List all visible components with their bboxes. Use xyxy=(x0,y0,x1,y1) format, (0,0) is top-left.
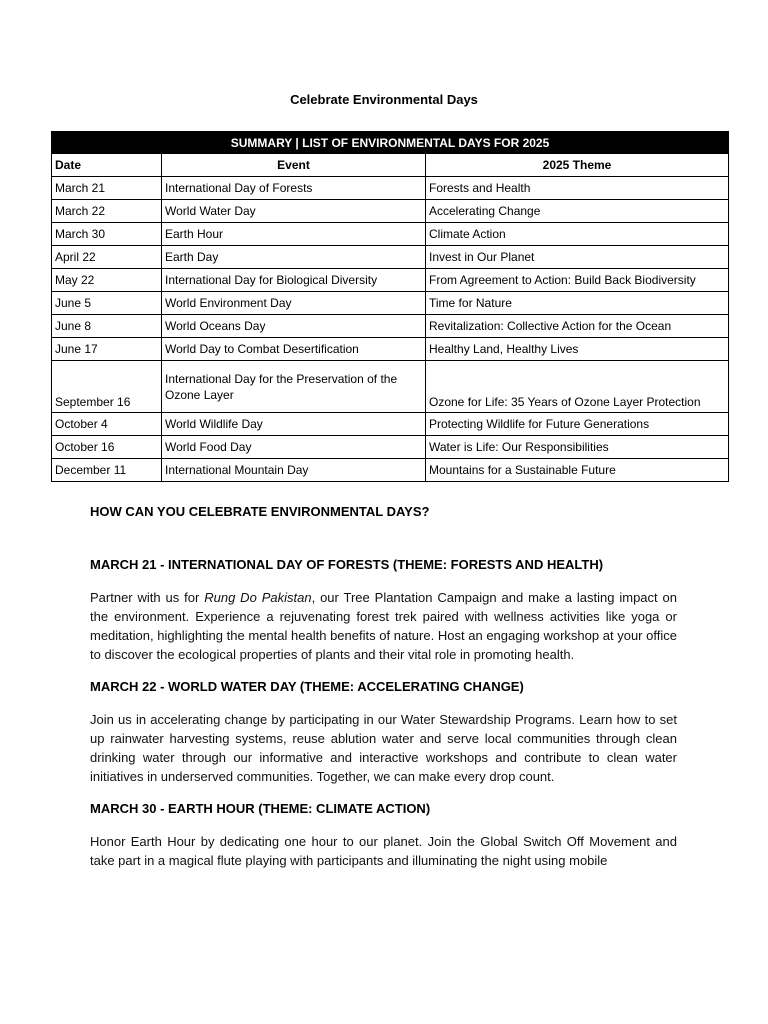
cell-event: World Water Day xyxy=(162,200,426,223)
table-row xyxy=(52,315,729,338)
environmental-days-table xyxy=(51,131,729,482)
cell-event: Earth Day xyxy=(162,246,426,269)
table-row xyxy=(52,436,729,459)
table-row xyxy=(52,223,729,246)
cell-date: June 5 xyxy=(52,292,162,315)
intro-heading: HOW CAN YOU CELEBRATE ENVIRONMENTAL DAYS? xyxy=(90,504,430,519)
cell-theme: Accelerating Change xyxy=(426,200,729,223)
cell-event: International Day for Biological Diversity xyxy=(162,269,426,292)
campaign-name: Rung Do Pakistan xyxy=(204,590,312,605)
cell-theme: Forests and Health xyxy=(426,177,729,200)
earth-hour-paragraph: Honor Earth Hour by dedicating one hour to our planet. Join the Global Switch Off Movement and take part in a magical flute playing with participants and illuminating the night using mobile xyxy=(90,834,677,868)
table-row xyxy=(52,177,729,200)
cell-event: World Wildlife Day xyxy=(162,413,426,436)
cell-theme: Time for Nature xyxy=(426,292,729,315)
cell-date: October 16 xyxy=(52,436,162,459)
table-row xyxy=(52,246,729,269)
forests-paragraph xyxy=(90,588,677,664)
cell-event: World Environment Day xyxy=(162,292,426,315)
earth-hour-heading: MARCH 30 - EARTH HOUR (THEME: CLIMATE ACTION) xyxy=(90,801,431,816)
cell-theme: Ozone for Life: 35 Years of Ozone Layer Protection xyxy=(426,361,729,413)
forests-text-suffix: , our Tree Plantation Campaign and make a lasting impact on the environment. Experience a rejuvenating forest trek paired with wellness activities like yoga or meditation, highlighting the mental health benefits of nature. Host an engaging workshop at your office to discover the ecological properties of plants and their vital role in promoting health. xyxy=(90,590,677,662)
cell-date: April 22 xyxy=(52,246,162,269)
column-header-theme: 2025 Theme xyxy=(426,154,729,177)
cell-date: March 22 xyxy=(52,200,162,223)
cell-theme: Mountains for a Sustainable Future xyxy=(426,459,729,482)
cell-theme: Healthy Land, Healthy Lives xyxy=(426,338,729,361)
forests-text-prefix: Partner with us for xyxy=(90,590,205,605)
cell-theme: Climate Action xyxy=(426,223,729,246)
table-row xyxy=(52,413,729,436)
cell-event: International Day of Forests xyxy=(162,177,426,200)
page-title: Celebrate Environmental Days xyxy=(290,92,478,107)
cell-date: May 22 xyxy=(52,269,162,292)
cell-date: September 16 xyxy=(52,361,162,413)
table-caption: SUMMARY | LIST OF ENVIRONMENTAL DAYS FOR 2025 xyxy=(52,132,729,154)
cell-date: October 4 xyxy=(52,413,162,436)
cell-theme: Protecting Wildlife for Future Generations xyxy=(426,413,729,436)
table-row xyxy=(52,292,729,315)
cell-date: March 21 xyxy=(52,177,162,200)
table-row xyxy=(52,338,729,361)
cell-event: International Mountain Day xyxy=(162,459,426,482)
table-row xyxy=(52,361,729,413)
cell-date: June 8 xyxy=(52,315,162,338)
table-header-row xyxy=(52,154,729,177)
cell-theme: Invest in Our Planet xyxy=(426,246,729,269)
table-row xyxy=(52,200,729,223)
cell-event: International Day for the Preservation of the Ozone Layer xyxy=(162,361,426,413)
cell-event: World Food Day xyxy=(162,436,426,459)
forests-heading: MARCH 21 - INTERNATIONAL DAY OF FORESTS (THEME: FORESTS AND HEALTH) xyxy=(90,557,604,572)
cell-theme: Revitalization: Collective Action for the Ocean xyxy=(426,315,729,338)
cell-theme: Water is Life: Our Responsibilities xyxy=(426,436,729,459)
table-caption-row xyxy=(52,132,729,154)
cell-date: March 30 xyxy=(52,223,162,246)
column-header-event: Event xyxy=(162,154,426,177)
content-body xyxy=(90,502,677,870)
cell-theme: From Agreement to Action: Build Back Biodiversity xyxy=(426,269,729,292)
cell-event: World Oceans Day xyxy=(162,315,426,338)
cell-date: December 11 xyxy=(52,459,162,482)
table-row xyxy=(52,269,729,292)
cell-event: World Day to Combat Desertification xyxy=(162,338,426,361)
cell-date: June 17 xyxy=(52,338,162,361)
column-header-date: Date xyxy=(52,154,162,177)
water-paragraph: Join us in accelerating change by participating in our Water Stewardship Programs. Learn how to set up rainwater harvesting systems, reuse ablution water and serve local communities through clean drinking water through our informative and interactive workshops and contribute to clean water initiatives in underserved communities. Together, we can make every drop count. xyxy=(90,712,677,784)
table-row xyxy=(52,459,729,482)
cell-event: Earth Hour xyxy=(162,223,426,246)
water-heading: MARCH 22 - WORLD WATER DAY (THEME: ACCELERATING CHANGE) xyxy=(90,679,524,694)
